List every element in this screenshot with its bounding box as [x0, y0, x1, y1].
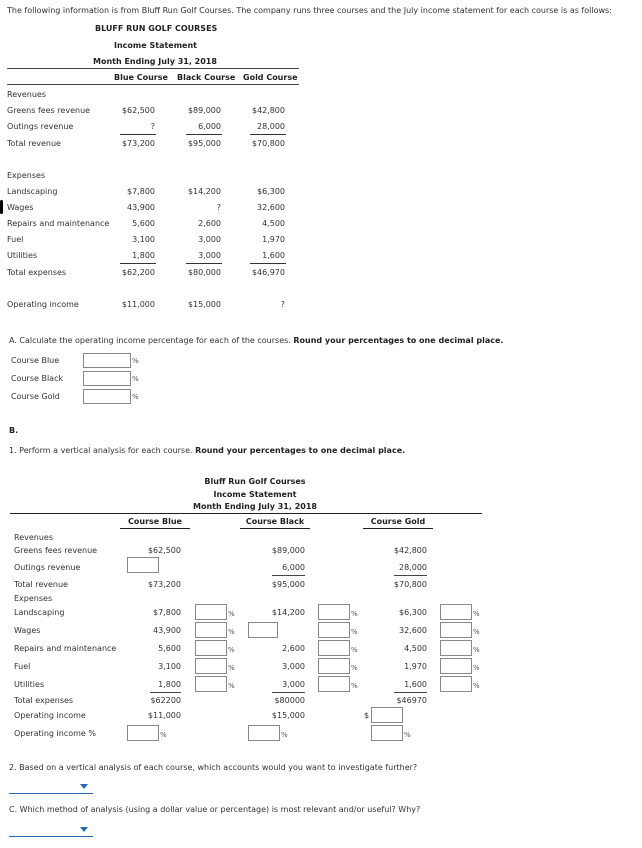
black-op-income: $15,000 [271, 711, 305, 720]
stmt1-cell: 3,000 [198, 235, 221, 244]
partB-company: Bluff Run Golf Courses [204, 477, 306, 486]
gold-total-exp: $46970 [396, 696, 427, 705]
pct-sign: % [132, 357, 139, 365]
pct-sign: % [281, 731, 288, 739]
gold-wages-pct-input[interactable] [440, 622, 472, 638]
stmt1-cell: 1,600 [262, 251, 285, 260]
pct-sign: % [404, 731, 411, 739]
stmt1-cell: 3,100 [132, 235, 155, 244]
stmt1-col-blue: Blue Course [114, 73, 168, 82]
black-total-exp: $80000 [274, 696, 305, 705]
q2-dropdown[interactable] [9, 793, 93, 794]
stmt1-row-label: Landscaping [7, 187, 58, 196]
stmt1-row-label: Wages [7, 203, 34, 212]
partA-blue-input[interactable] [83, 353, 131, 368]
partB-period: Month Ending July 31, 2018 [193, 502, 317, 511]
pct-sign: % [351, 646, 358, 654]
chevron-down-icon[interactable] [80, 827, 88, 832]
stmt1-cell: $70,800 [251, 139, 285, 148]
gold-repairs: 4,500 [404, 644, 427, 653]
pct-sign: % [160, 731, 167, 739]
partB-greens: Greens fees revenue [14, 546, 98, 555]
stmt1-cell: $15,000 [187, 300, 221, 309]
gold-op-pct-input[interactable] [371, 725, 403, 741]
black-op-pct-input[interactable] [248, 725, 280, 741]
gold-fuel: 1,970 [404, 662, 427, 671]
stmt1-cell: $42,800 [251, 106, 285, 115]
blue-wages: 43,900 [153, 626, 181, 635]
gold-op-income-input[interactable] [371, 707, 403, 723]
stmt1-row-label: Total expenses [7, 268, 67, 277]
pct-sign: % [351, 664, 358, 672]
pct-sign: % [473, 664, 480, 672]
black-landscaping: $14,200 [271, 608, 305, 617]
stmt1-row-label: Greens fees revenue [7, 106, 91, 115]
pct-sign: % [228, 610, 235, 618]
gold-utilities: 1,600 [404, 680, 427, 689]
stmt1-cell: 1,800 [132, 251, 155, 260]
stmt1-cell: 5,600 [132, 219, 155, 228]
pct-sign: % [228, 628, 235, 636]
partB-op-pct: Operating income % [14, 729, 96, 738]
stmt1-cell: ? [150, 122, 155, 131]
stmt1-period: Month Ending July 31, 2018 [93, 57, 217, 66]
black-landscaping-pct-input[interactable] [318, 604, 350, 620]
intro-text: The following information is from Bluff Run Golf Courses. The company runs three courses and the July income statement for each course is as follows: [7, 6, 612, 15]
pct-sign: % [473, 628, 480, 636]
stmt1-expenses-label: Expenses [7, 171, 46, 180]
gold-landscaping: $6,300 [399, 608, 427, 617]
stmt1-cell: $89,000 [187, 106, 221, 115]
partA-prompt: A. Calculate the operating income percentage for each of the courses. Round your percentages to one decimal place. [9, 336, 504, 345]
black-repairs-pct-input[interactable] [318, 640, 350, 656]
partB-total-rev: Total revenue [14, 580, 68, 589]
stmt1-cell: $62,200 [121, 268, 155, 277]
pct-sign: % [351, 682, 358, 690]
stmt1-cell: 28,000 [257, 122, 285, 131]
partB-title: Income Statement [213, 490, 297, 499]
stmt1-cell: $95,000 [187, 139, 221, 148]
stmt1-cell: 6,000 [198, 122, 221, 131]
stmt1-cell: $7,800 [127, 187, 155, 196]
pct-sign: % [228, 664, 235, 672]
partB-repairs: Repairs and maintenance [14, 644, 117, 653]
black-outings: 6,000 [282, 563, 305, 572]
blue-outings-input[interactable] [127, 557, 159, 573]
stmt1-cell: 3,000 [198, 251, 221, 260]
blue-repairs: 5,600 [158, 644, 181, 653]
chevron-down-icon[interactable] [80, 784, 88, 789]
stmt1-cell: $14,200 [187, 187, 221, 196]
partC-dropdown[interactable] [9, 836, 93, 837]
partB-col-gold: Course Gold [370, 517, 426, 526]
partB-op-income: Operating income [14, 711, 86, 720]
pct-sign: % [132, 393, 139, 401]
stmt1-row-label: Total revenue [7, 139, 61, 148]
partB-col-blue: Course Blue [128, 517, 182, 526]
pct-sign: % [473, 610, 480, 618]
stmt1-row-label: Repairs and maintenance [7, 219, 110, 228]
stmt1-row-label: Utilities [7, 251, 38, 260]
gold-repairs-pct-input[interactable] [440, 640, 472, 656]
gold-total-rev: $70,800 [393, 580, 427, 589]
black-fuel: 3,000 [282, 662, 305, 671]
partC-prompt: C. Which method of analysis (using a dollar value or percentage) is most relevant and/or useful? Why? [9, 805, 421, 814]
blue-fuel-pct-input[interactable] [195, 658, 227, 674]
stmt1-title: Income Statement [114, 41, 197, 50]
pct-sign: % [132, 375, 139, 383]
stmt1-cell: $46,970 [251, 268, 285, 277]
stmt1-revenues-label: Revenues [7, 90, 47, 99]
pct-sign: % [228, 646, 235, 654]
gold-outings: 28,000 [399, 563, 427, 572]
text-cursor [0, 200, 3, 214]
stmt1-cell: ? [280, 300, 285, 309]
stmt1-cell: $11,000 [121, 300, 155, 309]
partA-label-blue: Course Blue [11, 356, 60, 365]
blue-landscaping: $7,800 [153, 608, 181, 617]
partB-revenues: Revenues [14, 533, 54, 542]
gold-greens: $42,800 [393, 546, 427, 555]
black-utilities-pct-input[interactable] [318, 676, 350, 692]
partB-letter: B. [9, 426, 19, 435]
gold-fuel-pct-input[interactable] [440, 658, 472, 674]
stmt1-cell: $62,500 [121, 106, 155, 115]
pct-sign: % [473, 646, 480, 654]
stmt1-cell: $80,000 [187, 268, 221, 277]
stmt1-cell: 43,900 [127, 203, 155, 212]
partB-wages: Wages [14, 626, 41, 635]
partB-q2: 2. Based on a vertical analysis of each course, which accounts would you want to investigate further? [9, 763, 418, 772]
partB-utilities: Utilities [14, 680, 45, 689]
blue-wages-pct-input[interactable] [195, 622, 227, 638]
blue-op-income: $11,000 [147, 711, 181, 720]
pct-sign: % [351, 628, 358, 636]
stmt1-cell: 1,970 [262, 235, 285, 244]
blue-total-exp: $62200 [150, 696, 181, 705]
pct-sign: % [351, 610, 358, 618]
gold-utilities-pct-input[interactable] [440, 676, 472, 692]
partB-q1: 1. Perform a vertical analysis for each course. Round your percentages to one decimal place. [9, 446, 406, 455]
gold-landscaping-pct-input[interactable] [440, 604, 472, 620]
gold-wages: 32,600 [399, 626, 427, 635]
black-fuel-pct-input[interactable] [318, 658, 350, 674]
black-total-rev: $95,000 [271, 580, 305, 589]
partA-label-black: Course Black [11, 374, 64, 383]
blue-total-rev: $73,200 [147, 580, 181, 589]
black-wages-input[interactable] [248, 622, 278, 638]
partB-outings: Outings revenue [14, 563, 81, 572]
blue-op-pct-input[interactable] [127, 725, 159, 741]
pct-sign: % [473, 682, 480, 690]
partB-expenses: Expenses [14, 594, 53, 603]
blue-repairs-pct-input[interactable] [195, 640, 227, 656]
black-wages-pct-input[interactable] [318, 622, 350, 638]
blue-landscaping-pct-input[interactable] [195, 604, 227, 620]
partB-col-black: Course Black [245, 517, 305, 526]
stmt1-company: BLUFF RUN GOLF COURSES [95, 24, 218, 33]
stmt1-row-label: Outings revenue [7, 122, 74, 131]
blue-utilities: 1,800 [158, 680, 181, 689]
stmt1-cell: 2,600 [198, 219, 221, 228]
blue-utilities-pct-input[interactable] [195, 676, 227, 692]
partB-fuel: Fuel [14, 662, 31, 671]
stmt1-cell: $73,200 [121, 139, 155, 148]
stmt1-cell: 4,500 [262, 219, 285, 228]
black-repairs: 2,600 [282, 644, 305, 653]
partB-landscaping: Landscaping [14, 608, 65, 617]
stmt1-cell: 32,600 [257, 203, 285, 212]
stmt1-col-black: Black Course [177, 73, 236, 82]
partA-gold-input[interactable] [83, 389, 131, 404]
black-utilities: 3,000 [282, 680, 305, 689]
stmt1-cell: $6,300 [257, 187, 285, 196]
blue-greens: $62,500 [147, 546, 181, 555]
partA-label-gold: Course Gold [11, 392, 60, 401]
black-greens: $89,000 [271, 546, 305, 555]
blue-fuel: 3,100 [158, 662, 181, 671]
partA-black-input[interactable] [83, 371, 131, 386]
stmt1-row-label: Operating income [7, 300, 79, 309]
stmt1-col-gold: Gold Course [243, 73, 298, 82]
stmt1-row-label: Fuel [7, 235, 24, 244]
gold-op-dollar: $ [364, 711, 370, 720]
pct-sign: % [228, 682, 235, 690]
partB-total-exp: Total expenses [14, 696, 74, 705]
stmt1-cell: ? [216, 203, 221, 212]
